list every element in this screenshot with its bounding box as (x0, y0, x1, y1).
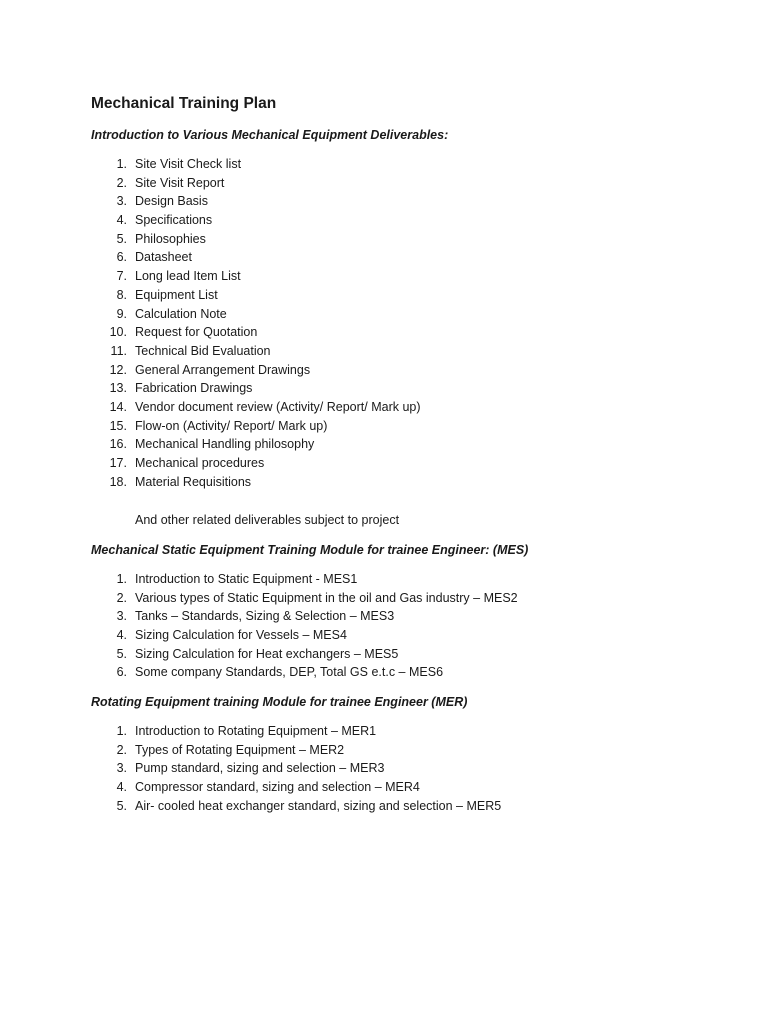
list-item-number: 18. (109, 474, 127, 489)
list-item-number: 15. (109, 418, 127, 433)
list-item-number: 5. (116, 646, 127, 661)
list-item-text: Design Basis (135, 194, 208, 209)
list-item-number: 2. (116, 590, 127, 605)
list-item-text: Specifications (135, 213, 213, 228)
list-item-text: Pump standard, sizing and selection – MER3 (135, 761, 385, 776)
list-item-text: Sizing Calculation for Heat exchangers – MES5 (135, 646, 399, 661)
list-item-text: Tanks – Standards, Sizing & Selection – MES3 (135, 609, 395, 624)
list-item-number: 3. (116, 194, 127, 209)
list-item-text: Introduction to Static Equipment - MES1 (135, 572, 358, 586)
list-item-text: Material Requisitions (135, 474, 252, 489)
list-item-number: 2. (116, 175, 127, 190)
list-item-number: 10. (109, 325, 127, 340)
list-item-number: 8. (116, 287, 127, 302)
list-item-text: Request for Quotation (135, 325, 258, 340)
list-item-text: Datasheet (135, 250, 192, 265)
list-item-number: 3. (116, 761, 127, 776)
section-heading-mer: Rotating Equipment training Module for trainee Engineer (MER) (91, 695, 468, 709)
list-item-number: 2. (116, 742, 127, 757)
list-item-number: 17. (109, 456, 127, 470)
section-heading-mes: Mechanical Static Equipment Training Module for trainee Engineer: (MES) (91, 543, 529, 557)
list-item-text: Flow-on (Activity/ Report/ Mark up) (135, 418, 328, 433)
section-heading-deliverables: Introduction to Various Mechanical Equipment Deliverables: (91, 128, 449, 142)
list-item-text: Technical Bid Evaluation (135, 343, 271, 358)
list-item-text: Compressor standard, sizing and selection – MER4 (135, 780, 420, 795)
list-item-number: 1. (116, 572, 127, 586)
list-item-text: Philosophies (135, 231, 206, 246)
list-item-number: 3. (116, 609, 127, 624)
list-item-number: 11. (110, 343, 127, 358)
list-item-number: 1. (116, 157, 127, 171)
list-item-text: Equipment List (135, 287, 218, 302)
list-item-text: Calculation Note (135, 306, 227, 321)
list-item-number: 14. (109, 399, 127, 414)
list-item-number: 4. (116, 780, 127, 795)
list-item-text: Fabrication Drawings (135, 381, 253, 396)
list-item-number: 5. (116, 798, 127, 813)
list-item-text: Site Visit Check list (135, 157, 242, 171)
list-item-text: General Arrangement Drawings (135, 362, 311, 377)
list-item-number: 4. (116, 628, 127, 643)
list-item-text: Mechanical Handling philosophy (135, 437, 315, 452)
list-item-text: Air- cooled heat exchanger standard, sizing and selection – MER5 (135, 798, 502, 813)
list-item-number: 6. (116, 665, 127, 680)
list-item-number: 9. (116, 306, 127, 321)
list-item-number: 6. (116, 250, 127, 265)
document-title: Mechanical Training Plan (91, 95, 277, 112)
list-item-text: Vendor document review (Activity/ Report/ Mark up) (135, 399, 421, 414)
list-item-text: Types of Rotating Equipment – MER2 (135, 742, 345, 757)
list-item-number: 1. (116, 724, 127, 738)
list-item-number: 5. (116, 231, 127, 246)
list-item-text: Some company Standards, DEP, Total GS e.t.c – MES6 (135, 665, 444, 680)
list-item-number: 13. (109, 381, 127, 396)
list-item-text: Site Visit Report (135, 175, 225, 190)
list-item-text: Sizing Calculation for Vessels – MES4 (135, 628, 347, 643)
list-item-number: 4. (116, 213, 127, 228)
list-item-text: Mechanical procedures (135, 456, 265, 470)
list-item-text: Introduction to Rotating Equipment – MER1 (135, 724, 377, 738)
list-item-number: 7. (116, 269, 127, 284)
list-item-text: Long lead Item List (135, 269, 241, 284)
deliverables-note: And other related deliverables subject to project (135, 513, 400, 527)
list-item-text: Various types of Static Equipment in the oil and Gas industry – MES2 (135, 590, 518, 605)
list-item-number: 16. (109, 437, 127, 452)
list-item-number: 12. (109, 362, 127, 377)
